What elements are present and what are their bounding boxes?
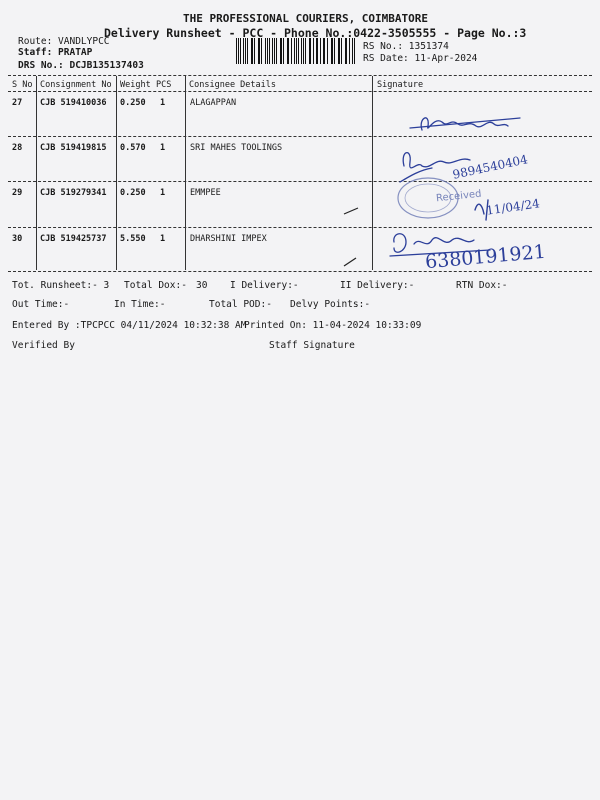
entered-by: Entered By :TPCPCC 04/11/2024 10:32:38 AM	[12, 320, 247, 331]
row-consignment: CJB 519419815	[40, 143, 107, 153]
row-pcs: 1	[160, 234, 166, 244]
divider	[8, 75, 592, 76]
row-consignee: ALAGAPPAN	[190, 98, 237, 108]
row-consignee: EMMPEE	[190, 188, 221, 198]
barcode	[236, 38, 356, 64]
i-delivery: I Delivery:-	[230, 280, 299, 291]
total-pod: Total POD:-	[209, 299, 272, 310]
ii-delivery: II Delivery:-	[340, 280, 415, 291]
handwritten-date: 11/04/24	[485, 196, 541, 218]
total-dox-label: Total Dox:-	[124, 280, 187, 291]
company-title: THE PROFESSIONAL COURIERS, COIMBATORE	[183, 12, 429, 25]
delvy-points: Delvy Points:-	[290, 299, 371, 310]
column-divider	[185, 76, 186, 270]
column-header-pcs: PCS	[156, 80, 172, 90]
rs-date: RS Date: 11-Apr-2024	[363, 53, 478, 64]
handwritten-phone: 9894540404	[451, 152, 529, 182]
column-header-consignment: Consignment No	[40, 80, 112, 90]
column-header-signature: Signature	[377, 80, 424, 90]
rtn-dox: RTN Dox:-	[456, 280, 508, 291]
column-divider	[116, 76, 117, 270]
row-weight: 0.250	[120, 98, 146, 108]
staff-label: Staff: PRATAP	[18, 47, 93, 58]
row-sno: 28	[12, 143, 23, 153]
row-pcs: 1	[160, 143, 166, 153]
column-divider	[372, 76, 373, 270]
column-header-consignee: Consignee Details	[189, 80, 276, 90]
row-consignee: SRI MAHES TOOLINGS	[190, 143, 283, 153]
row-sno: 30	[12, 234, 23, 244]
divider	[8, 136, 592, 137]
row-consignment: CJB 519425737	[40, 234, 107, 244]
row-weight: 5.550	[120, 234, 146, 244]
printed-on: Printed On: 11-04-2024 10:33:09	[244, 320, 422, 331]
handwritten-phone: 6380191921	[424, 240, 547, 274]
row-weight: 0.250	[120, 188, 146, 198]
row-pcs: 1	[160, 188, 166, 198]
divider	[8, 271, 592, 272]
pen-marks	[340, 200, 370, 270]
column-header-sno: S No	[12, 80, 33, 90]
divider	[8, 91, 592, 92]
divider	[8, 227, 592, 228]
row-consignment: CJB 519279341	[40, 188, 107, 198]
in-time: In Time:-	[114, 299, 166, 310]
verified-by: Verified By	[12, 340, 75, 351]
staff-signature: Staff Signature	[269, 340, 355, 351]
column-divider	[36, 76, 37, 270]
row-pcs: 1	[160, 98, 166, 108]
row-consignment: CJB 519410036	[40, 98, 107, 108]
row-sno: 29	[12, 188, 23, 198]
row-consignee: DHARSHINI IMPEX	[190, 234, 267, 244]
tot-runsheet: Tot. Runsheet:- 3	[12, 280, 110, 291]
row-sno: 27	[12, 98, 23, 108]
divider	[8, 181, 592, 182]
row-weight: 0.570	[120, 143, 146, 153]
total-dox-value: 30	[196, 280, 208, 291]
runsheet-subtitle: Delivery Runsheet - PCC - Phone No.:0422-3505555 - Page No.:3	[104, 26, 527, 40]
drs-number: DRS No.: DCJB135137403	[18, 60, 144, 71]
stamp-text: Received	[435, 188, 482, 205]
out-time: Out Time:-	[12, 299, 70, 310]
route-label: Route: VANDLYPCC	[18, 36, 110, 47]
column-header-weight: Weight	[120, 80, 151, 90]
rs-number: RS No.: 1351374	[363, 41, 449, 52]
